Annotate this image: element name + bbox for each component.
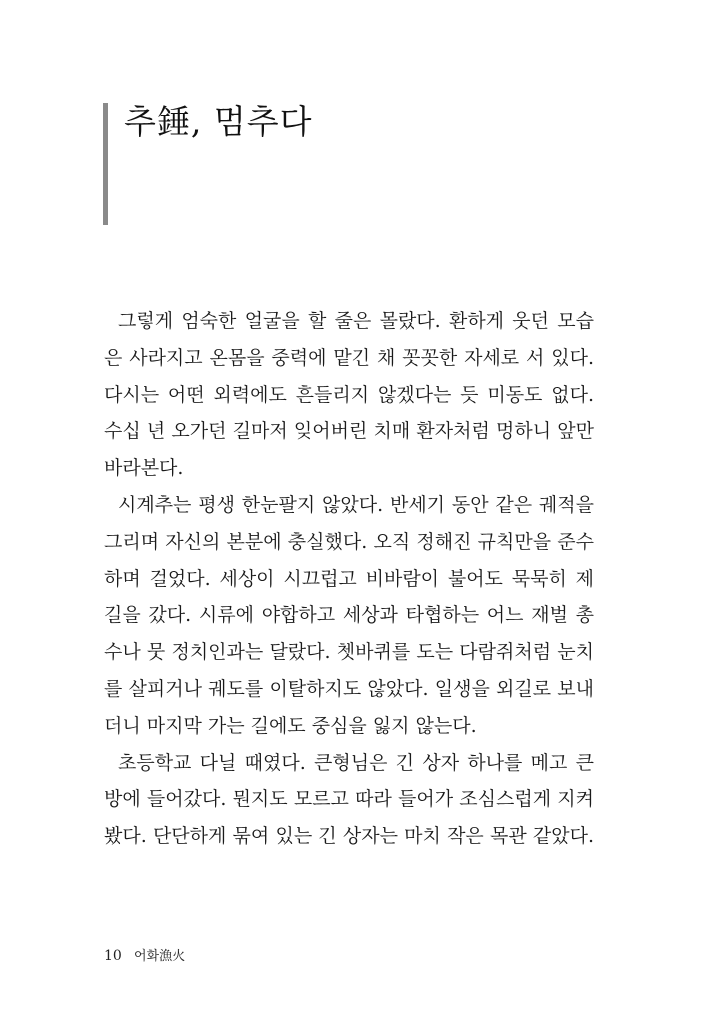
text-line: 봤다. 단단하게 묶여 있는 긴 상자는 마치 작은 목관 같았다. xyxy=(104,825,594,848)
text-line: 수나 뭇 정치인과는 달랐다. 쳇바퀴를 도는 다람쥐처럼 눈치 xyxy=(104,641,594,664)
body-text xyxy=(104,303,594,855)
text-line: 그리며 자신의 본분에 충실했다. 오직 정해진 규칙만을 준수 xyxy=(104,530,594,553)
chapter-title: 추錘, 멈추다 xyxy=(124,102,313,141)
text-line: 시계추는 평생 한눈팔지 않았다. 반세기 동안 같은 궤적을 xyxy=(118,493,594,516)
page-number: 10 xyxy=(104,948,122,964)
text-line: 바라본다. xyxy=(104,457,184,480)
text-line: 더니 마지막 가는 길에도 중심을 잃지 않는다. xyxy=(104,714,477,737)
text-line: 은 사라지고 온몸을 중력에 맡긴 채 꼿꼿한 자세로 서 있다. xyxy=(104,346,594,369)
text-line: 다시는 어떤 외력에도 흔들리지 않겠다는 듯 미동도 없다. xyxy=(104,383,594,406)
text-line: 그렇게 엄숙한 얼굴을 할 줄은 몰랐다. 환하게 웃던 모습 xyxy=(118,310,594,332)
text-line: 수십 년 오가던 길마저 잊어버린 치매 환자처럼 멍하니 앞만 xyxy=(104,420,594,443)
text-line: 하며 걸었다. 세상이 시끄럽고 비바람이 불어도 묵묵히 제 xyxy=(104,567,594,590)
book-title: 어화漁火 xyxy=(133,949,186,964)
title-accent-bar xyxy=(103,103,108,225)
text-line: 방에 들어갔다. 뭔지도 모르고 따라 들어가 조심스럽게 지켜 xyxy=(104,788,594,811)
page-footer xyxy=(104,946,185,967)
text-line: 초등학교 다닐 때였다. 큰형님은 긴 상자 하나를 메고 큰 xyxy=(118,751,594,774)
text-line: 를 살피거나 궤도를 이탈하지도 않았다. 일생을 외길로 보내 xyxy=(104,677,594,700)
text-line: 길을 갔다. 시류에 야합하고 세상과 타협하는 어느 재벌 총 xyxy=(104,604,594,627)
